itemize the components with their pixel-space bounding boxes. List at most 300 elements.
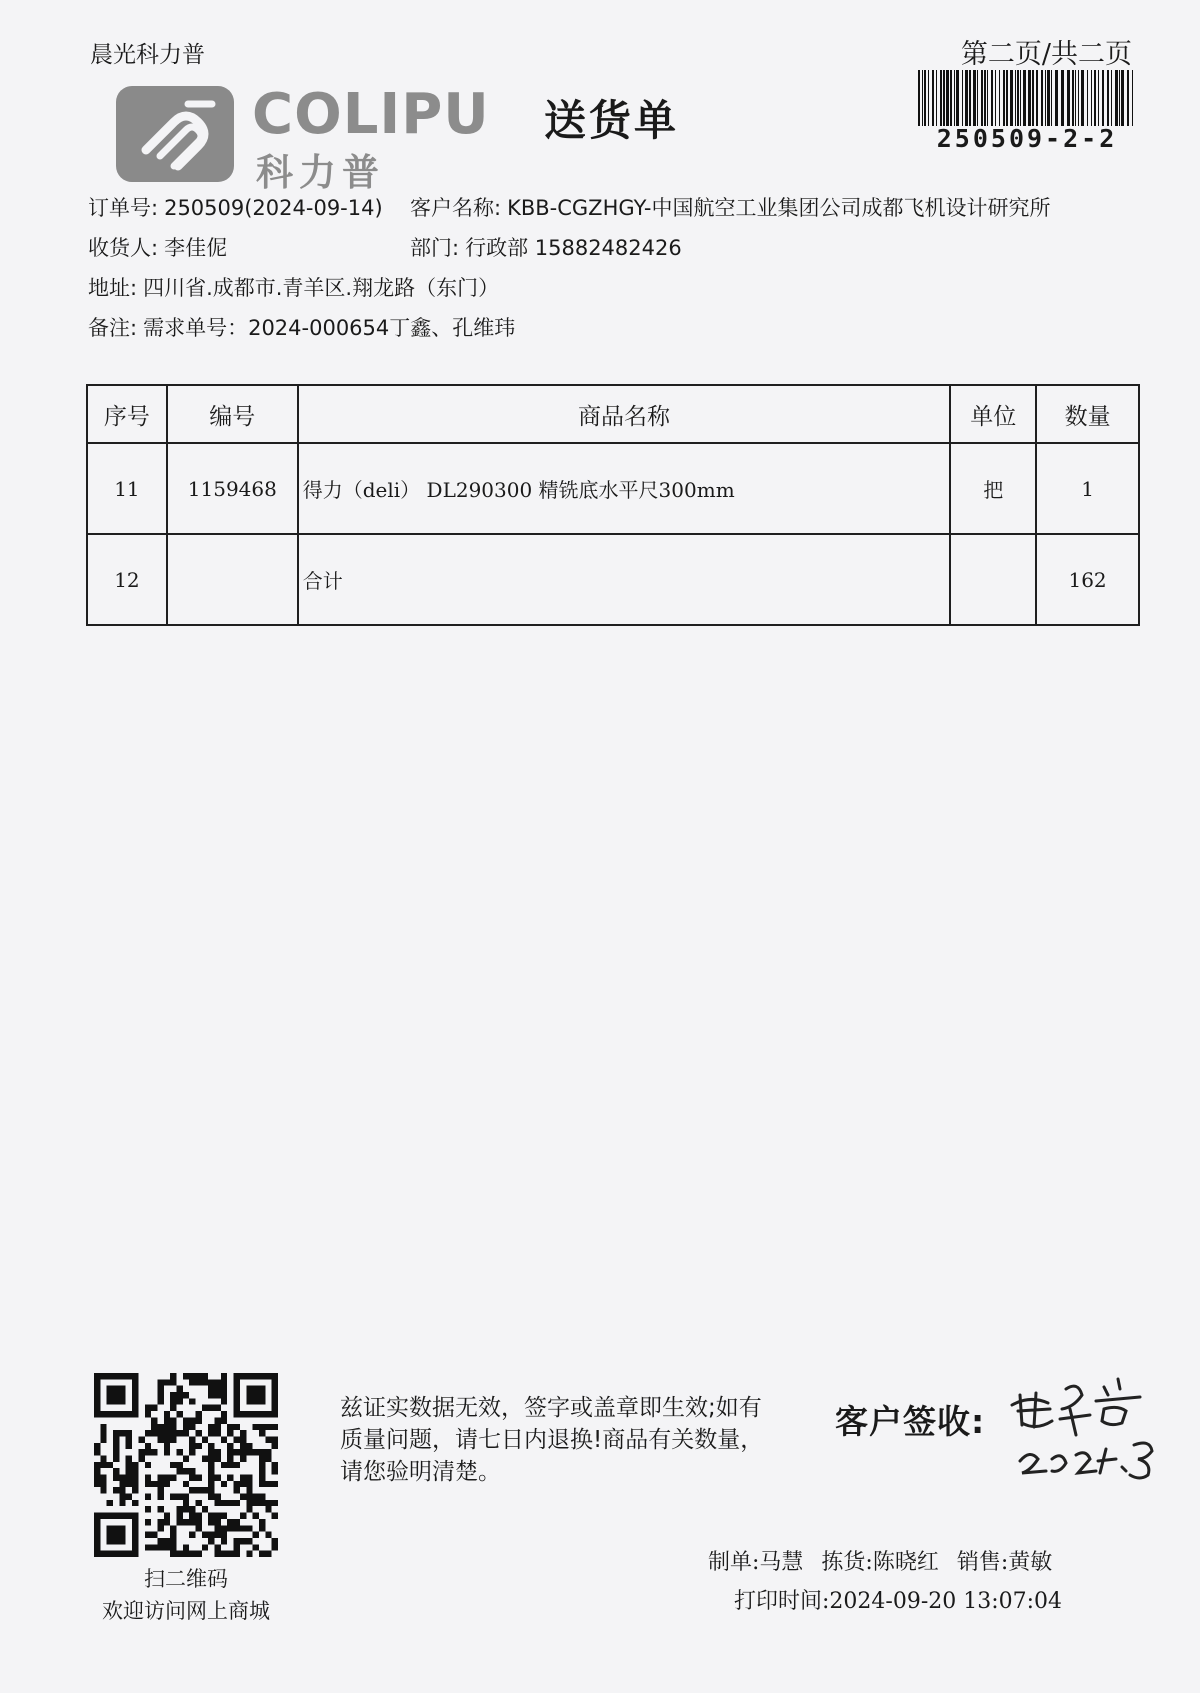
qr-module: [259, 1430, 265, 1436]
qr-module: [189, 1475, 195, 1481]
department-row: [410, 232, 682, 262]
qr-module: [265, 1506, 271, 1512]
qr-module: [227, 1500, 233, 1506]
qr-module: [246, 1538, 252, 1544]
qr-module: [202, 1487, 208, 1493]
qr-module: [164, 1443, 170, 1449]
qr-module: [170, 1430, 176, 1436]
qr-module: [100, 1430, 106, 1436]
qr-module: [246, 1506, 252, 1512]
barcode-bar: [1132, 70, 1133, 126]
qr-module: [221, 1513, 227, 1519]
qr-module: [176, 1506, 182, 1512]
qr-module: [221, 1538, 227, 1544]
qr-module: [183, 1417, 189, 1423]
qr-code-icon: [94, 1373, 278, 1557]
qr-module: [164, 1379, 170, 1385]
qr-module: [246, 1500, 252, 1506]
qr-module: [272, 1468, 278, 1474]
qr-module: [240, 1481, 246, 1487]
department-label: 部门:: [410, 236, 460, 260]
qr-module: [202, 1544, 208, 1550]
qr-module: [272, 1500, 278, 1506]
qr-module: [176, 1468, 182, 1474]
barcode-bar: [1015, 70, 1016, 126]
barcode-bar: [940, 70, 942, 126]
qr-module: [113, 1468, 119, 1474]
qr-module: [126, 1481, 132, 1487]
barcode-bar: [1102, 70, 1104, 126]
print-time: 打印时间:2024-09-20 13:07:04: [734, 1589, 1063, 1614]
qr-module: [221, 1532, 227, 1538]
barcode-bar: [969, 70, 971, 126]
qr-module: [94, 1462, 100, 1468]
qr-module: [208, 1475, 214, 1481]
qr-module: [221, 1417, 227, 1423]
cell-index: 12: [87, 534, 167, 625]
qr-module: [202, 1436, 208, 1442]
qr-module: [107, 1500, 113, 1506]
customer-value: KBB-CGZHGY-中国航空工业集团公司成都飞机设计研究所: [507, 196, 1051, 220]
qr-module: [189, 1519, 195, 1525]
qr-module: [227, 1475, 233, 1481]
qr-module: [151, 1417, 157, 1423]
barcode-bar: [1032, 70, 1034, 126]
qr-module: [215, 1551, 221, 1557]
qr-module: [157, 1475, 163, 1481]
barcode-bar: [1006, 70, 1008, 126]
qr-module: [259, 1424, 265, 1430]
qr-module: [208, 1519, 214, 1525]
table-row: [87, 443, 1139, 534]
qr-module: [208, 1430, 214, 1436]
qr-module: [94, 1481, 100, 1487]
qr-module: [227, 1443, 233, 1449]
page-indicator: 第二页/共二页: [960, 39, 1132, 70]
qr-module: [259, 1519, 265, 1525]
barcode-bar: [1023, 70, 1026, 126]
qr-module: [202, 1532, 208, 1538]
barcode-bar: [1003, 70, 1005, 126]
qr-module: [253, 1494, 259, 1500]
qr-module: [157, 1398, 163, 1404]
qr-module: [221, 1379, 227, 1385]
qr-module: [183, 1424, 189, 1430]
qr-module: [265, 1500, 271, 1506]
qr-module: [189, 1443, 195, 1449]
address-row: [88, 272, 499, 302]
qr-module: [215, 1532, 221, 1538]
qr-module: [176, 1430, 182, 1436]
qr-module: [208, 1462, 214, 1468]
qr-module: [265, 1424, 271, 1430]
qr-module: [234, 1519, 240, 1525]
qr-module: [183, 1544, 189, 1550]
qr-module: [176, 1462, 182, 1468]
barcode-bar: [981, 70, 983, 126]
qr-module: [196, 1487, 202, 1493]
maker-text: 制单:马慧: [708, 1550, 804, 1575]
qr-module: [196, 1475, 202, 1481]
qr-module: [208, 1468, 214, 1474]
qr-module: [253, 1544, 259, 1550]
qr-module: [157, 1392, 163, 1398]
qr-module: [246, 1494, 252, 1500]
qr-caption-line-1: 扫二维码: [144, 1567, 228, 1591]
qr-module: [189, 1506, 195, 1512]
qr-module: [221, 1436, 227, 1442]
qr-module: [176, 1513, 182, 1519]
barcode-bar: [1098, 70, 1099, 126]
qr-module: [272, 1538, 278, 1544]
qr-module: [253, 1513, 259, 1519]
qr-module: [100, 1475, 106, 1481]
barcode-bar: [918, 70, 920, 126]
qr-module: [234, 1538, 240, 1544]
qr-module: [272, 1462, 278, 1468]
barcode-bar: [1081, 70, 1084, 126]
barcode-bar: [977, 70, 978, 126]
qr-module: [170, 1417, 176, 1423]
qr-module: [259, 1462, 265, 1468]
qr-module: [196, 1443, 202, 1449]
qr-module: [119, 1475, 125, 1481]
qr-module: [157, 1379, 163, 1385]
qr-module: [202, 1405, 208, 1411]
qr-module: [157, 1436, 163, 1442]
barcode-bar: [1061, 70, 1064, 126]
qr-module: [215, 1475, 221, 1481]
qr-module: [151, 1532, 157, 1538]
qr-module: [189, 1373, 195, 1379]
qr-module: [246, 1487, 252, 1493]
column-header-unit: 单位: [950, 385, 1036, 443]
qr-module: [183, 1519, 189, 1525]
qr-module: [100, 1462, 106, 1468]
qr-module: [132, 1500, 138, 1506]
qr-module: [221, 1386, 227, 1392]
barcode: [918, 70, 1136, 126]
items-table: [86, 384, 1140, 626]
qr-module: [221, 1373, 227, 1379]
qr-module: [240, 1443, 246, 1449]
qr-module: [259, 1481, 265, 1487]
qr-module: [183, 1500, 189, 1506]
qr-module: [215, 1424, 221, 1430]
qr-module: [176, 1392, 182, 1398]
document-title: 送货单: [544, 96, 680, 145]
qr-module: [151, 1481, 157, 1487]
qr-module: [164, 1513, 170, 1519]
qr-module: [272, 1436, 278, 1442]
barcode-bar: [928, 70, 929, 126]
qr-module: [170, 1544, 176, 1550]
qr-module: [196, 1417, 202, 1423]
qr-module: [113, 1430, 119, 1436]
barcode-bar: [1127, 70, 1129, 126]
qr-module: [265, 1481, 271, 1487]
receiver-label: 收货人:: [88, 236, 159, 260]
qr-module: [145, 1506, 151, 1512]
colipu-logo-icon: [116, 86, 234, 182]
qr-module: [164, 1411, 170, 1417]
qr-module: [246, 1481, 252, 1487]
qr-module: [183, 1455, 189, 1461]
qr-module: [189, 1551, 195, 1557]
address-value: 四川省.成都市.青羊区.翔龙路（东门）: [143, 276, 500, 300]
qr-module: [227, 1462, 233, 1468]
qr-module: [170, 1525, 176, 1531]
qr-module: [113, 1455, 119, 1461]
barcode-bar: [1072, 70, 1074, 126]
qr-module: [145, 1443, 151, 1449]
qr-module: [234, 1525, 240, 1531]
qr-module: [164, 1430, 170, 1436]
qr-module: [132, 1475, 138, 1481]
cell-unit: [950, 534, 1036, 625]
barcode-bar: [962, 70, 963, 126]
barcode-bar: [1036, 70, 1038, 126]
qr-module: [176, 1398, 182, 1404]
picker-text: 拣货:陈晓红: [821, 1550, 939, 1575]
qr-module: [234, 1544, 240, 1550]
qr-module: [164, 1475, 170, 1481]
qr-module: [215, 1379, 221, 1385]
qr-module: [265, 1449, 271, 1455]
barcode-bar: [950, 70, 952, 126]
qr-module: [170, 1462, 176, 1468]
qr-module: [253, 1500, 259, 1506]
qr-module: [164, 1436, 170, 1442]
barcode-bar: [946, 70, 949, 126]
barcode-bar: [1051, 70, 1052, 126]
order-number-value: 250509(2024-09-14): [164, 196, 383, 220]
qr-module: [234, 1500, 240, 1506]
handwritten-signature: [1000, 1375, 1170, 1485]
qr-module: [145, 1481, 151, 1487]
qr-module: [221, 1525, 227, 1531]
qr-module: [94, 1443, 100, 1449]
qr-module: [119, 1481, 125, 1487]
column-header-product-name: 商品名称: [298, 385, 951, 443]
qr-module: [227, 1525, 233, 1531]
qr-module: [234, 1424, 240, 1430]
barcode-bar: [973, 70, 976, 126]
qr-module: [208, 1449, 214, 1455]
address-label: 地址:: [88, 276, 138, 300]
qr-module: [253, 1449, 259, 1455]
qr-module: [221, 1398, 227, 1404]
qr-module: [234, 1462, 240, 1468]
qr-module: [221, 1481, 227, 1487]
qr-module: [265, 1455, 271, 1461]
qr-module: [170, 1373, 176, 1379]
qr-module: [107, 1462, 113, 1468]
qr-finder: [107, 1525, 126, 1544]
qr-module: [196, 1519, 202, 1525]
qr-module: [170, 1398, 176, 1404]
qr-module: [126, 1494, 132, 1500]
qr-module: [132, 1487, 138, 1493]
qr-module: [113, 1443, 119, 1449]
qr-module: [138, 1455, 144, 1461]
qr-module: [183, 1494, 189, 1500]
barcode-bar: [1020, 70, 1021, 126]
qr-module: [240, 1513, 246, 1519]
qr-module: [227, 1424, 233, 1430]
qr-module: [208, 1532, 214, 1538]
barcode-bar: [1045, 70, 1046, 126]
barcode-bar: [1010, 70, 1013, 126]
qr-module: [145, 1519, 151, 1525]
qr-module: [189, 1468, 195, 1474]
qr-module: [176, 1519, 182, 1525]
cell-total-label: 合计: [298, 534, 951, 625]
qr-module: [151, 1449, 157, 1455]
qr-module: [208, 1379, 214, 1385]
qr-module: [138, 1449, 144, 1455]
customer-label: 客户名称:: [410, 196, 502, 220]
barcode-bar: [956, 70, 959, 126]
qr-module: [240, 1430, 246, 1436]
barcode-bar: [1107, 70, 1109, 126]
qr-module: [265, 1551, 271, 1557]
barcode-bar: [1119, 70, 1120, 126]
qr-module: [126, 1475, 132, 1481]
qr-module: [126, 1468, 132, 1474]
qr-module: [227, 1519, 233, 1525]
qr-caption-line-2: 欢迎访问网上商城: [102, 1599, 270, 1623]
qr-module: [100, 1436, 106, 1442]
qr-module: [234, 1487, 240, 1493]
qr-module: [215, 1405, 221, 1411]
qr-module: [145, 1475, 151, 1481]
barcode-bar: [987, 70, 988, 126]
qr-module: [119, 1487, 125, 1493]
qr-module: [189, 1487, 195, 1493]
qr-module: [132, 1481, 138, 1487]
barcode-bar: [1087, 70, 1088, 126]
column-header-code: 编号: [167, 385, 298, 443]
barcode-bar: [1047, 70, 1050, 126]
qr-module: [126, 1455, 132, 1461]
qr-module: [164, 1417, 170, 1423]
qr-module: [113, 1487, 119, 1493]
qr-module: [113, 1436, 119, 1442]
qr-module: [145, 1449, 151, 1455]
barcode-number: 250509-2-2: [936, 124, 1118, 153]
qr-module: [215, 1430, 221, 1436]
qr-module: [183, 1481, 189, 1487]
qr-module: [164, 1481, 170, 1487]
qr-module: [119, 1494, 125, 1500]
barcode-bar: [1067, 70, 1070, 126]
qr-module: [246, 1449, 252, 1455]
column-header-quantity: 数量: [1036, 385, 1139, 443]
qr-module: [170, 1424, 176, 1430]
qr-module: [176, 1449, 182, 1455]
qr-module: [272, 1481, 278, 1487]
qr-module: [240, 1475, 246, 1481]
qr-module: [253, 1424, 259, 1430]
qr-module: [189, 1398, 195, 1404]
qr-module: [176, 1411, 182, 1417]
qr-module: [170, 1475, 176, 1481]
qr-module: [145, 1494, 151, 1500]
qr-module: [208, 1513, 214, 1519]
logo-wordmark-en: COLIPU: [252, 82, 490, 147]
qr-module: [196, 1411, 202, 1417]
barcode-bar: [924, 70, 926, 126]
qr-module: [183, 1468, 189, 1474]
qr-module: [227, 1551, 233, 1557]
notice-text: 兹证实数据无效，签字或盖章即生效;如有质量问题，请七日内退换!商品有关数量，请您验明清楚。: [340, 1395, 764, 1485]
qr-module: [234, 1481, 240, 1487]
qr-module: [100, 1487, 106, 1493]
qr-module: [259, 1500, 265, 1506]
qr-module: [246, 1443, 252, 1449]
barcode-bar: [999, 70, 1000, 126]
qr-module: [259, 1455, 265, 1461]
qr-module: [208, 1494, 214, 1500]
qr-module: [151, 1544, 157, 1550]
qr-module: [164, 1424, 170, 1430]
barcode-bar: [984, 70, 986, 126]
qr-module: [145, 1411, 151, 1417]
table-total-row: [87, 534, 1139, 625]
remark-row: [88, 312, 515, 342]
qr-module: [126, 1430, 132, 1436]
qr-module: [240, 1538, 246, 1544]
qr-module: [183, 1373, 189, 1379]
qr-module: [189, 1417, 195, 1423]
qr-module: [100, 1424, 106, 1430]
cell-index: 11: [87, 443, 167, 534]
qr-module: [126, 1443, 132, 1449]
qr-module: [145, 1532, 151, 1538]
qr-module: [208, 1424, 214, 1430]
order-number-row: [88, 192, 383, 222]
qr-module: [157, 1386, 163, 1392]
qr-module: [253, 1532, 259, 1538]
qr-module: [145, 1462, 151, 1468]
column-header-index: 序号: [87, 385, 167, 443]
qr-module: [151, 1424, 157, 1430]
qr-module: [170, 1532, 176, 1538]
qr-module: [119, 1430, 125, 1436]
qr-module: [208, 1386, 214, 1392]
qr-module: [221, 1551, 227, 1557]
qr-module: [94, 1468, 100, 1474]
barcode-bar: [954, 70, 955, 126]
qr-module: [164, 1544, 170, 1550]
qr-module: [157, 1506, 163, 1512]
qr-module: [196, 1379, 202, 1385]
qr-module: [164, 1449, 170, 1455]
qr-module: [221, 1392, 227, 1398]
qr-module: [176, 1494, 182, 1500]
qr-module: [196, 1500, 202, 1506]
remark-label: 备注:: [88, 316, 138, 340]
qr-module: [208, 1481, 214, 1487]
qr-module: [183, 1430, 189, 1436]
qr-module: [215, 1449, 221, 1455]
logo-wordmark-cn: 科力普: [256, 151, 385, 194]
qr-module: [221, 1411, 227, 1417]
qr-module: [157, 1544, 163, 1550]
qr-module: [189, 1379, 195, 1385]
barcode-bar: [995, 70, 996, 126]
